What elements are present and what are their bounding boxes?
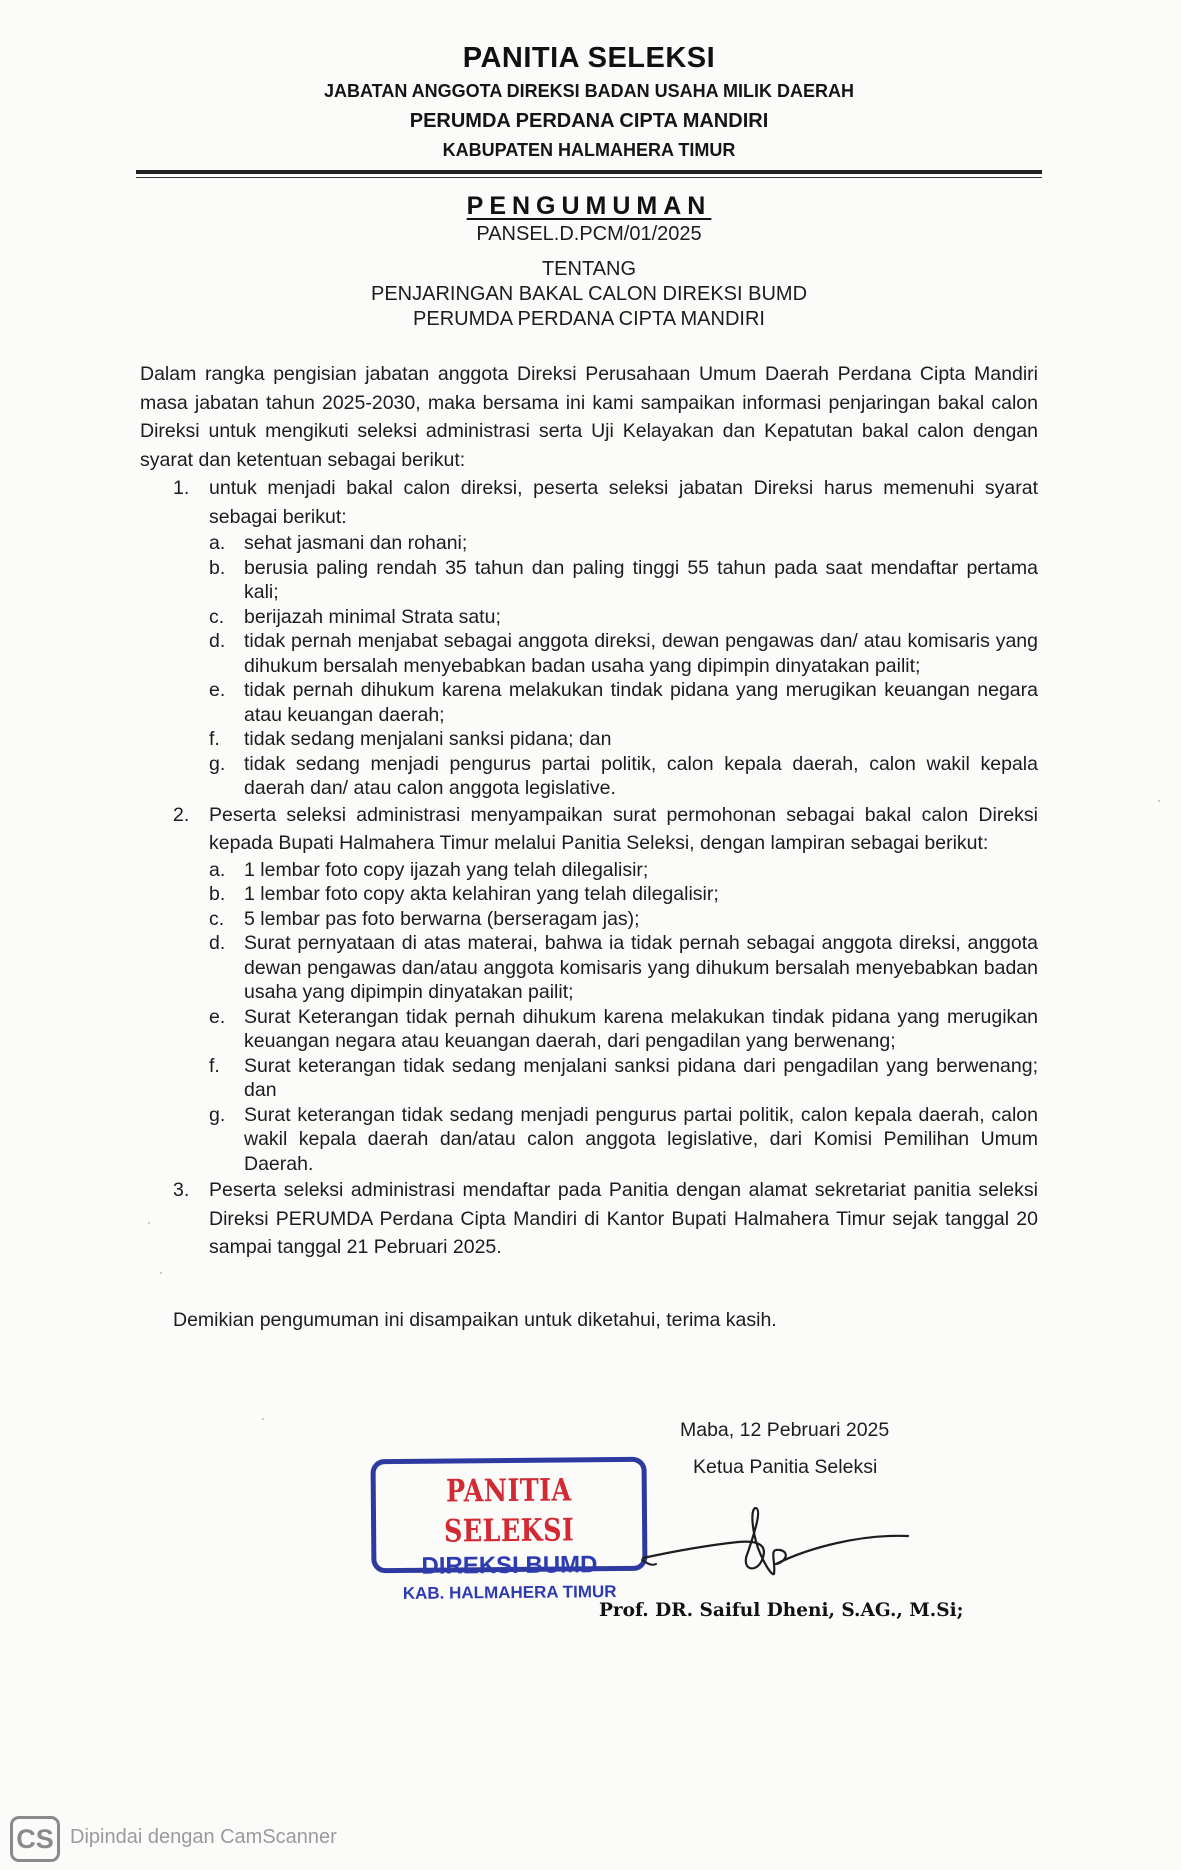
requirement-item — [140, 474, 1038, 801]
sub-requirement-item — [140, 907, 1038, 932]
announcement-title-block — [136, 190, 1042, 332]
letterhead-line1: JABATAN ANGGOTA DIREKSI BADAN USAHA MILIK DAERAH — [324, 81, 854, 101]
intro-paragraph: Dalam rangka pengisian jabatan anggota Direksi Perusahaan Umum Daerah Perdana Cipta Mandiri masa jabatan tahun 2025-2030, maka bersama ini kami sampaikan informasi penjaringan bakal calon Direksi untuk mengikuti seleksi administrasi serta Uji Kelayakan dan Kepatutan bakal calon dengan syarat dan ketentuan sebagai berikut: — [140, 363, 1038, 471]
requirement-text: Peserta seleksi administrasi menyampaikan surat permohonan sebagai bakal calon Direksi kepada Bupati Halmahera Timur melalui Panitia Seleksi, dengan lampiran sebagai berikut: — [209, 803, 1038, 854]
sub-requirement-letter: e. — [209, 1005, 226, 1028]
letterhead-rule — [136, 170, 1042, 178]
sub-requirement-letter: e. — [209, 679, 226, 701]
official-stamp — [371, 1457, 648, 1603]
stamp-line-2: DIREKSI BUMD — [421, 1551, 598, 1580]
stamp-line-3: KAB. HALMAHERA TIMUR — [402, 1582, 617, 1603]
letterhead-line3: KABUPATEN HALMAHERA TIMUR — [442, 140, 736, 160]
sub-requirement-item — [140, 1005, 1038, 1054]
sub-requirement-letter: c. — [209, 907, 225, 930]
sub-requirement-text: berusia paling rendah 35 tahun dan paling tinggi 55 tahun pada saat mendaftar pertama kali; — [244, 556, 1038, 603]
requirement-text: Peserta seleksi administrasi mendaftar pada Panitia dengan alamat sekretariat panitia seleksi Direksi PERUMDA Perdana Cipta Mandiri di Kantor Bupati Halmahera Timur sejak tanggal 20 sampai tanggal 21 Pebruari 2025. — [209, 1179, 1038, 1258]
sub-requirement-item — [140, 727, 1038, 752]
sub-requirement-text: Surat Keterangan tidak pernah dihukum karena melakukan tindak pidana yang merugikan keuangan negara atau keuangan daerah, dari pengadilan yang berwenang; — [244, 1005, 1038, 1052]
place-date: Maba, 12 Pebruari 2025 — [680, 1419, 890, 1441]
sub-requirement-text: sehat jasmani dan rohani; — [244, 532, 468, 554]
sub-requirement-text: tidak pernah menjabat sebagai anggota direksi, dewan pengawas dan/ atau komisaris yang dihukum bersalah menyebabkan badan usaha yang dipimpin dinyatakan pailit; — [244, 630, 1038, 677]
announcement-title: PENGUMUMAN — [466, 192, 712, 220]
signature-block — [680, 1412, 889, 1486]
stamp-line-1: PANITIA SELEKSI — [443, 1472, 575, 1550]
announcement-subject-2: PERUMDA PERDANA CIPTA MANDIRI — [413, 308, 765, 330]
announcement-subject-1: PENJARINGAN BAKAL CALON DIREKSI BUMD — [370, 283, 808, 305]
sub-requirement-letter: b. — [209, 556, 226, 579]
sub-requirement-item — [140, 858, 1038, 883]
sub-requirement-item — [140, 678, 1038, 727]
sub-requirement-item — [140, 752, 1038, 801]
signer-role: Ketua Panitia Seleksi — [693, 1456, 878, 1478]
sub-requirement-item — [140, 556, 1038, 605]
requirement-item — [140, 801, 1038, 1177]
announcement-number: PANSEL.D.PCM/01/2025 — [476, 223, 702, 245]
sub-requirement-item — [140, 605, 1038, 630]
requirement-number: 2. — [173, 803, 190, 826]
sub-requirement-text: Surat keterangan tidak sedang menjadi pengurus partai politik, calon kepala daerah, calon wakil kepala daerah dan/atau calon anggota legislative, dari Komisi Pemilihan Umum Daerah. — [244, 1103, 1038, 1175]
sub-requirement-letter: f. — [209, 1054, 220, 1077]
sub-requirement-text: 5 lembar pas foto berwarna (berseragam jas); — [244, 907, 640, 930]
sub-requirement-text: berijazah minimal Strata satu; — [244, 605, 501, 628]
letterhead — [136, 40, 1042, 164]
sub-requirement-letter: f. — [209, 728, 220, 750]
sub-requirement-letter: d. — [209, 630, 226, 652]
sub-requirement-item — [140, 629, 1038, 678]
sub-requirement-letter: b. — [209, 883, 226, 905]
sub-requirement-letter: a. — [209, 532, 226, 554]
camscanner-watermark: Dipindai dengan CamScanner — [70, 1826, 337, 1848]
requirement-item — [140, 1176, 1038, 1262]
sub-requirement-letter: g. — [209, 752, 226, 775]
sub-requirement-letter: g. — [209, 1103, 226, 1126]
sub-requirement-item — [140, 1103, 1038, 1177]
sub-requirement-text: Surat pernyataan di atas materai, bahwa ia tidak pernah sebagai anggota direksi, anggota dewan pengawas dan/atau anggota komisaris yang dihukum bersalah menyebabkan badan usaha yang dipimpin dinyatakan pailit; — [244, 932, 1038, 1003]
sub-requirement-text: tidak pernah dihukum karena melakukan tindak pidana yang merugikan keuangan negara atau keuangan daerah; — [244, 679, 1038, 726]
sub-requirement-text: 1 lembar foto copy ijazah yang telah dilegalisir; — [244, 858, 649, 881]
requirements-list — [140, 474, 1038, 1262]
requirement-number: 3. — [173, 1179, 190, 1201]
letterhead-line2: PERUMDA PERDANA CIPTA MANDIRI — [409, 110, 769, 132]
handwritten-signature — [640, 1490, 930, 1600]
sub-requirement-text: Surat keterangan tidak sedang menjalani sanksi pidana dari pengadilan yang berwenang; dan — [244, 1054, 1038, 1101]
sub-requirement-list — [140, 858, 1038, 1177]
sub-requirement-letter: d. — [209, 932, 226, 954]
requirement-number: 1. — [173, 477, 190, 499]
announcement-about: TENTANG — [541, 258, 637, 280]
sub-requirement-letter: a. — [209, 858, 226, 881]
sub-requirement-item — [140, 1054, 1038, 1103]
sub-requirement-list — [140, 531, 1038, 801]
sub-requirement-text: tidak sedang menjalani sanksi pidana; dan — [244, 728, 612, 750]
closing-sentence: Demikian pengumuman ini disampaikan untuk diketahui, terima kasih. — [173, 1308, 777, 1331]
camscanner-logo: CS — [10, 1816, 60, 1862]
announcement-body — [140, 360, 1038, 1334]
sub-requirement-item — [140, 882, 1038, 907]
requirement-text: untuk menjadi bakal calon direksi, peserta seleksi jabatan Direksi harus memenuhi syarat sebagai berikut: — [209, 477, 1038, 528]
sub-requirement-letter: c. — [209, 605, 225, 628]
sub-requirement-text: 1 lembar foto copy akta kelahiran yang telah dilegalisir; — [244, 883, 719, 905]
letterhead-org: PANITIA SELEKSI — [462, 42, 716, 74]
sub-requirement-item — [140, 931, 1038, 1005]
sub-requirement-text: tidak sedang menjadi pengurus partai politik, calon kepala daerah, calon wakil kepala daerah dan/ atau calon anggota legislative. — [244, 752, 1038, 799]
sub-requirement-item — [140, 531, 1038, 556]
signer-name: Prof. DR. Saiful Dheni, S.AG., M.Si; — [599, 1600, 964, 1621]
